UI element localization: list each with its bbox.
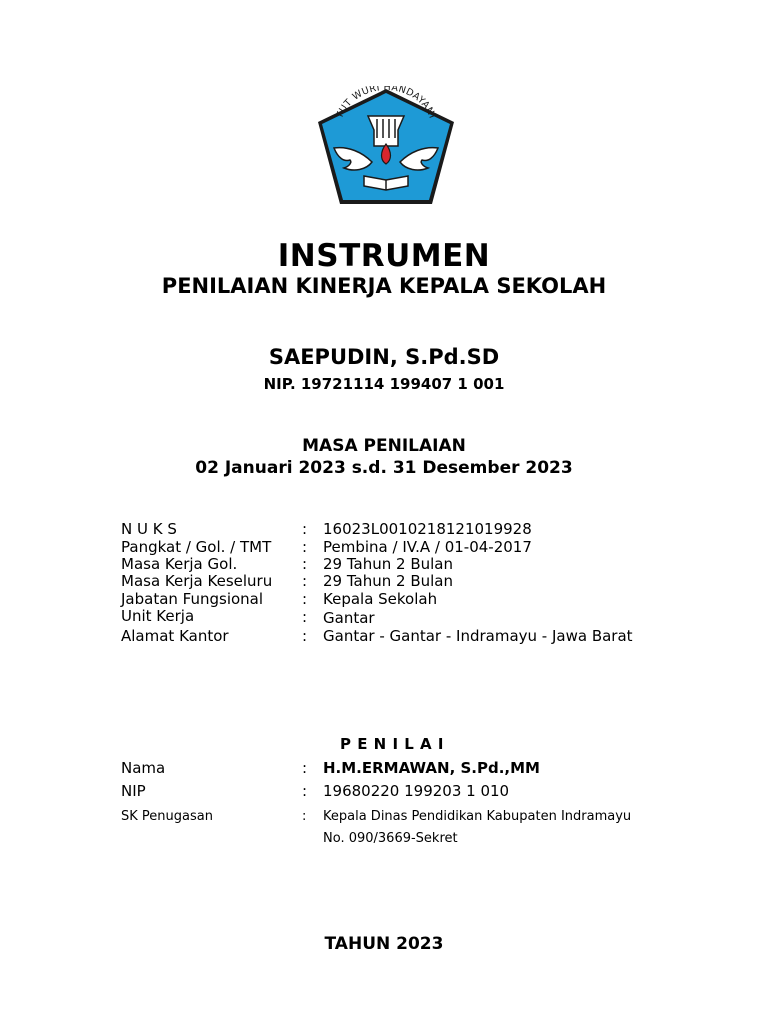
field-label-nuks: N U K S xyxy=(121,520,177,538)
field-colon: : xyxy=(302,590,308,608)
penilai-sk-value-line2: No. 090/3669-Sekret xyxy=(323,831,458,846)
field-colon: : xyxy=(302,809,307,824)
penilai-nip-value: 19680220 199203 1 010 xyxy=(323,782,510,800)
document-year: TAHUN 2023 xyxy=(324,934,444,954)
person-name: SAEPUDIN, S.Pd.SD xyxy=(268,345,500,369)
logo-motto: TUT WURI HANDAYANI xyxy=(334,86,438,121)
penilai-nama-label: Nama xyxy=(121,759,166,777)
field-value-pangkat: Pembina / IV.A / 01-04-2017 xyxy=(323,538,532,556)
penilai-sk-label: SK Penugasan xyxy=(121,809,213,824)
field-colon: : xyxy=(302,759,308,777)
field-colon: : xyxy=(302,520,308,538)
field-colon: : xyxy=(302,608,308,626)
penilai-nip-label: NIP xyxy=(121,782,146,800)
penilai-nama-value: H.M.ERMAWAN, S.Pd.,MM xyxy=(323,759,540,777)
field-label-masa-kerja-gol: Masa Kerja Gol. xyxy=(121,555,238,573)
field-value-unit-kerja: Gantar xyxy=(323,609,375,627)
field-colon: : xyxy=(302,782,308,800)
period-label: MASA PENILAIAN xyxy=(302,436,466,456)
field-label-pangkat: Pangkat / Gol. / TMT xyxy=(121,538,272,556)
field-value-alamat: Gantar - Gantar - Indramayu - Jawa Barat xyxy=(323,627,633,645)
field-label-alamat: Alamat Kantor xyxy=(121,627,229,645)
logo-emblem-icon xyxy=(314,86,458,210)
tut-wuri-handayani-logo xyxy=(314,86,458,210)
field-label-jabatan: Jabatan Fungsional xyxy=(121,590,264,608)
penilai-heading: P E N I L A I xyxy=(340,735,444,753)
field-value-masa-kerja-keseluruhan: 29 Tahun 2 Bulan xyxy=(323,572,453,590)
field-label-masa-kerja-keseluruhan: Masa Kerja Keseluru xyxy=(121,572,273,590)
period-range: 02 Januari 2023 s.d. 31 Desember 2023 xyxy=(195,458,573,478)
field-colon: : xyxy=(302,627,308,645)
document-title: INSTRUMEN xyxy=(277,238,491,274)
field-value-nuks: 16023L0010218121019928 xyxy=(323,520,532,538)
field-colon: : xyxy=(302,538,308,556)
field-colon: : xyxy=(302,572,308,590)
field-value-masa-kerja-gol: 29 Tahun 2 Bulan xyxy=(323,555,453,573)
field-label-unit-kerja: Unit Kerja xyxy=(121,607,195,625)
field-colon: : xyxy=(302,555,308,573)
person-nip: NIP. 19721114 199407 1 001 xyxy=(263,375,505,393)
penilai-sk-value-line1: Kepala Dinas Pendidikan Kabupaten Indramayu xyxy=(323,809,632,824)
field-value-jabatan: Kepala Sekolah xyxy=(323,590,438,608)
document-subtitle: PENILAIAN KINERJA KEPALA SEKOLAH xyxy=(161,274,607,298)
